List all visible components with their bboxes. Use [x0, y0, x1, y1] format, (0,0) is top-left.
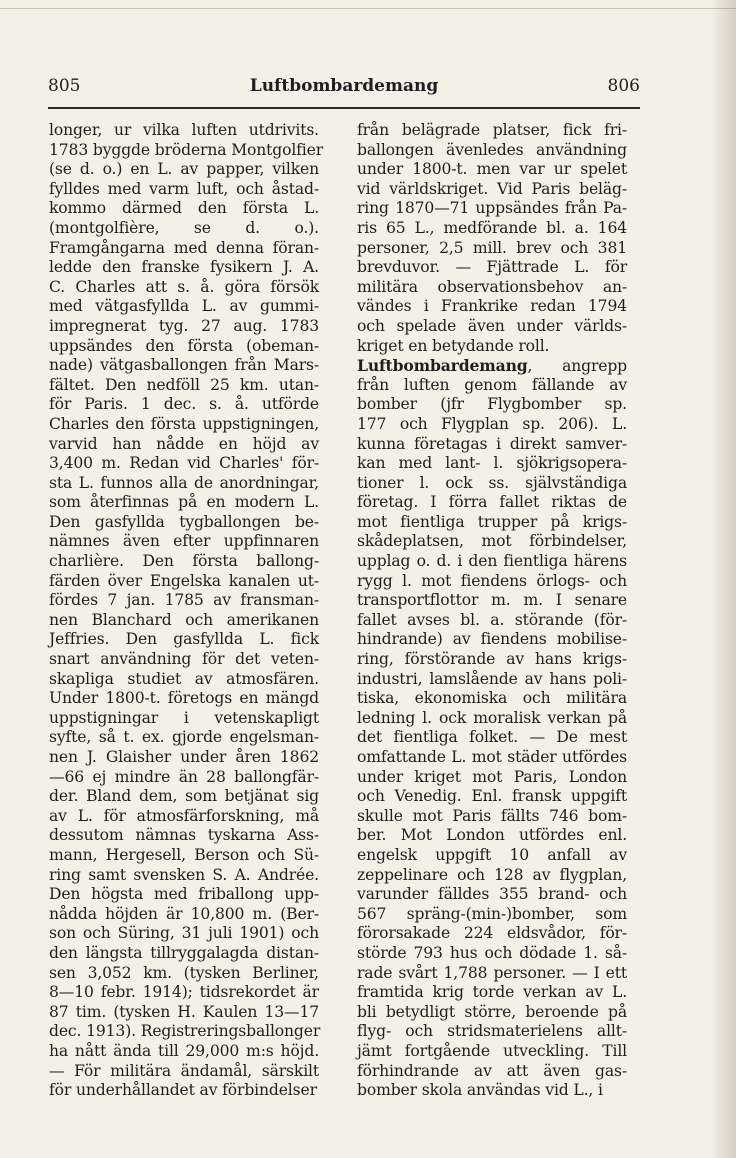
- text-line: (montgolfière, se d. o.).: [49, 218, 319, 237]
- text-line: upplag o. d. i den fientliga härens: [357, 552, 627, 571]
- text-line: der. Bland dem, som betjänat sig: [49, 787, 319, 806]
- text-line: nämnes även efter uppfinnaren: [49, 532, 319, 551]
- text-line: tiska, ekonomiska och militära: [357, 689, 627, 708]
- text-column-left: [49, 121, 324, 1101]
- text-line: som återfinnas på en modern L.: [49, 493, 319, 512]
- text-line: kriget en betydande roll.: [357, 336, 550, 355]
- text-line: ledde den franske fysikern J. A.: [49, 258, 319, 277]
- text-line: —66 ej mindre än 28 ballongfär-: [49, 767, 319, 786]
- text-line: ballongen ävenledes användning: [357, 140, 627, 159]
- text-line: Under 1800-t. företogs en mängd: [49, 689, 319, 708]
- text-line: Framgångarna med denna föran-: [49, 238, 319, 257]
- text-line: flyg- och stridsmaterielens allt-: [357, 1022, 627, 1041]
- page-number-right: 806: [607, 76, 640, 96]
- text-line: mann, Hergesell, Berson och Sü-: [49, 845, 319, 864]
- text-line: sen 3,052 km. (tysken Berliner,: [49, 963, 319, 982]
- scan-edge-line: [0, 8, 736, 9]
- text-line: förorsakade 224 eldsvådor, för-: [357, 924, 627, 943]
- text-line: fylldes med varm luft, och åstad-: [49, 179, 319, 198]
- text-line: personer, 2,5 mill. brev och 381: [357, 238, 627, 257]
- text-line: 1783 byggde bröderna Montgolfier: [49, 140, 324, 159]
- text-column-right: [357, 121, 627, 1101]
- text-line: nådda höjden är 10,800 m. (Ber-: [49, 904, 319, 923]
- text-line: kunna företagas i direkt samver-: [357, 434, 627, 453]
- text-line: charlière. Den första ballong-: [49, 552, 319, 571]
- text-line: 8—10 febr. 1914); tidsrekordet är: [49, 983, 319, 1002]
- text-line: syfte, så t. ex. gjorde engelsman-: [49, 728, 319, 747]
- text-line: från luften genom fällande av: [357, 375, 627, 394]
- text-line: fältet. Den nedföll 25 km. utan-: [49, 375, 319, 394]
- text-line: 177 och Flygplan sp. 206). L.: [357, 414, 627, 433]
- text-line: ring 1870—71 uppsändes från Pa-: [357, 199, 627, 218]
- text-line: (se d. o.) en L. av papper, vilken: [49, 160, 319, 179]
- text-line: son och Süring, 31 juli 1901) och: [49, 924, 319, 943]
- page-number-left: 805: [48, 76, 81, 96]
- text-line: Den gasfyllda tygballongen be-: [49, 512, 319, 531]
- text-line: fördes 7 jan. 1785 av fransman-: [49, 591, 319, 610]
- text-line: 3,400 m. Redan vid Charles' för-: [49, 454, 319, 473]
- text-line: och spelade även under världs-: [357, 316, 627, 335]
- text-line: omfattande L. mot städer utfördes: [357, 748, 627, 766]
- text-line: jämt fortgående utveckling. Till: [357, 1041, 627, 1060]
- text-line: dessutom nämnas tyskarna Ass-: [49, 826, 319, 845]
- text-line: nen Blanchard och amerikanen: [49, 610, 319, 629]
- text-line: framtida krig torde verkan av L.: [357, 983, 627, 1002]
- text-line: mot fientliga trupper på krigs-: [357, 512, 627, 531]
- text-line: industri, lamslående av hans poli-: [357, 669, 627, 688]
- text-line: — För militära ändamål, särskilt: [49, 1061, 319, 1080]
- text-line: rygg l. mot fiendens örlogs- och: [357, 571, 627, 590]
- text-line: varunder fälldes 355 brand- och: [357, 885, 627, 904]
- text-line: engelsk uppgift 10 anfall av: [357, 845, 627, 864]
- text-line: ring samt svensken S. A. Andrée.: [49, 865, 319, 884]
- text-line: hindrande) av fiendens mobilise-: [357, 630, 627, 649]
- text-line: med vätgasfyllda L. av gummi-: [49, 297, 319, 316]
- text-line: för underhållandet av förbindelser: [49, 1081, 317, 1100]
- text-line: vid världskriget. Vid Paris beläg-: [357, 179, 627, 198]
- text-line: för Paris. 1 dec. s. å. utförde: [49, 395, 319, 414]
- text-line: bli betydligt större, beroende på: [357, 1002, 627, 1021]
- text-line: Charles den första uppstigningen,: [49, 414, 319, 433]
- text-line: skapliga studiet av atmosfären.: [49, 669, 319, 688]
- article-headword: Luftbombardemang: [357, 356, 528, 376]
- text-line: nen J. Glaisher under åren 1862: [49, 748, 319, 766]
- running-title: Luftbombardemang: [249, 76, 439, 96]
- text-line: impregnerat tyg. 27 aug. 1783: [49, 316, 319, 335]
- text-line: 567 spräng-(min-)bomber, som: [357, 904, 627, 923]
- text-line: zeppelinare och 128 av flygplan,: [357, 865, 627, 884]
- text-line: dec. 1913). Registreringsballonger: [49, 1022, 321, 1041]
- text-line: fallet avses bl. a. störande (för-: [357, 610, 627, 629]
- text-line: ha nått ända till 29,000 m:s höjd.: [49, 1041, 319, 1060]
- text-line: företag. I förra fallet riktas de: [357, 493, 627, 512]
- text-line: uppsändes den första (obeman-: [49, 336, 319, 355]
- text-line: kommo därmed den första L.: [49, 199, 319, 218]
- text-line: C. Charles att s. å. göra försök: [49, 277, 319, 296]
- text-line: uppstigningar i vetenskapligt: [49, 708, 319, 727]
- text-line: bomber (jfr Flygbomber sp.: [357, 395, 627, 414]
- text-line: förhindrande av att även gas-: [357, 1061, 627, 1080]
- text-line: vändes i Frankrike redan 1794: [357, 297, 627, 316]
- text-line: ber. Mot London utfördes enl.: [357, 826, 627, 845]
- header-rule: [48, 107, 640, 109]
- text-line: av L. för atmosfärforskning, må: [49, 806, 319, 825]
- text-line: kan med lant- l. sjökrigsopera-: [357, 454, 627, 473]
- text-line: det fientliga folket. — De mest: [357, 728, 627, 747]
- text-line: militära observationsbehov an-: [357, 277, 627, 296]
- text-line: ring, förstörande av hans krigs-: [357, 650, 627, 669]
- text-line: sta L. funnos alla de anordningar,: [49, 473, 319, 492]
- text-line: ris 65 L., medförande bl. a. 164: [357, 218, 627, 237]
- text-line: skulle mot Paris fällts 746 bom-: [357, 806, 627, 825]
- text-line: 87 tim. (tysken H. Kaulen 13—17: [49, 1002, 319, 1021]
- text-line: nade) vätgasballongen från Mars-: [49, 356, 319, 375]
- text-line: Den högsta med friballong upp-: [49, 885, 319, 904]
- text-line: longer, ur vilka luften utdrivits.: [49, 121, 319, 139]
- text-line: brevduvor. — Fjättrade L. för: [357, 258, 627, 277]
- text-line: transportflottor m. m. I senare: [357, 591, 627, 610]
- text-line: Luftbombardemang, angrepp: [357, 356, 627, 376]
- text-line: den längsta tillryggalagda distan-: [49, 943, 319, 962]
- text-line: ledning l. ock moralisk verkan på: [357, 708, 627, 727]
- text-line: störde 793 hus och dödade 1. så-: [357, 943, 627, 962]
- text-line: under 1800-t. men var ur spelet: [357, 160, 627, 179]
- text-line: färden över Engelska kanalen ut-: [49, 571, 319, 590]
- text-line: under kriget mot Paris, London: [357, 767, 627, 786]
- text-line: snart användning för det veten-: [49, 650, 319, 669]
- text-line: rade svårt 1,788 personer. — I ett: [357, 963, 627, 982]
- text-line: skådeplatsen, mot förbindelser,: [357, 532, 627, 551]
- text-line: Jeffries. Den gasfyllda L. fick: [49, 630, 319, 649]
- text-line: från belägrade platser, fick fri-: [357, 121, 627, 139]
- text-line: och Venedig. Enl. fransk uppgift: [357, 787, 627, 806]
- text-line: tioner l. ock ss. självständiga: [357, 473, 627, 492]
- text-line: bomber skola användas vid L., i: [357, 1081, 603, 1100]
- page-edge-shadow: [710, 0, 736, 1158]
- page-header: [48, 76, 640, 100]
- text-line: varvid han nådde en höjd av: [49, 434, 319, 453]
